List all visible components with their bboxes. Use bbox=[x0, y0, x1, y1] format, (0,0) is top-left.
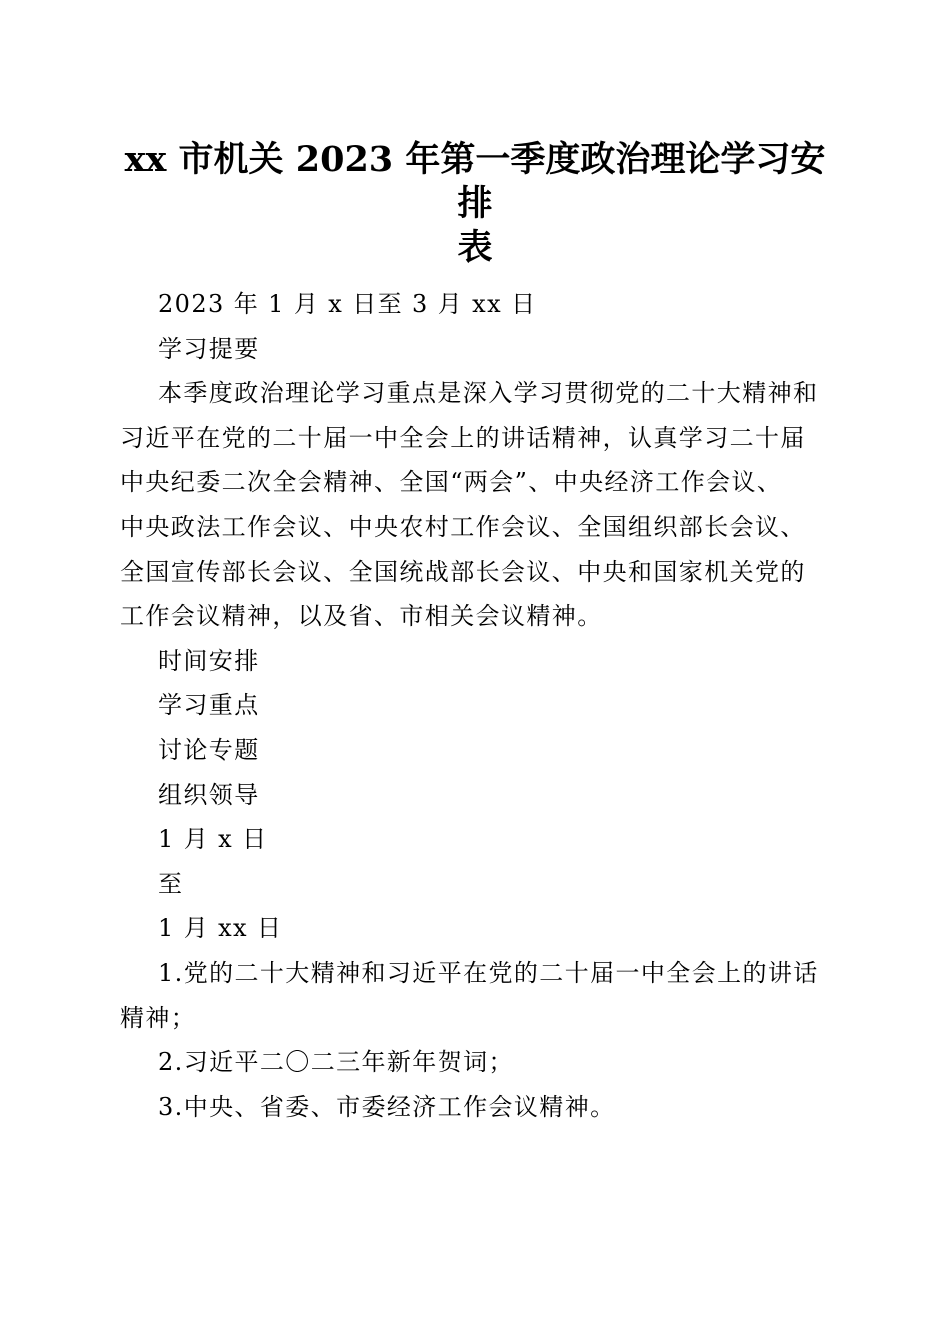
date-range: 2023 年 1 月 x 日至 3 月 xx 日 bbox=[158, 290, 537, 318]
period-start: 1 月 x 日 bbox=[158, 825, 268, 854]
list-item: 3.中央、省委、市委经济工作会议精神。 bbox=[158, 1092, 616, 1121]
summary-line: 本季度政治理论学习重点是深入学习贯彻党的二十大精神和 bbox=[158, 379, 819, 408]
section-heading-summary: 学习提要 bbox=[158, 334, 260, 363]
table-header-time: 时间安排 bbox=[158, 646, 260, 675]
summary-line: 全国宣传部长会议、全国统战部长会议、中央和国家机关党的 bbox=[120, 557, 806, 586]
summary-line: 工作会议精神，以及省、市相关会议精神。 bbox=[120, 602, 603, 631]
summary-line: 中央政法工作会议、中央农村工作会议、全国组织部长会议、 bbox=[120, 512, 806, 541]
document-body bbox=[120, 282, 825, 1129]
summary-line: 习近平在党的二十届一中全会上的讲话精神，认真学习二十届 bbox=[120, 423, 806, 452]
list-item-line: 精神； bbox=[120, 1003, 197, 1032]
title-line-2: 表 bbox=[457, 227, 493, 268]
summary-line: 中央纪委二次全会精神、全国“两会”、中央经济工作会议、 bbox=[120, 468, 783, 497]
table-header-topic: 讨论专题 bbox=[158, 735, 260, 764]
table-header-focus: 学习重点 bbox=[158, 691, 260, 720]
document-title bbox=[110, 138, 840, 270]
list-item bbox=[120, 951, 825, 1040]
list-item: 2.习近平二〇二三年新年贺词； bbox=[158, 1048, 514, 1077]
summary-paragraph bbox=[120, 371, 825, 639]
period-to: 至 bbox=[158, 869, 184, 898]
list-item-line: 1.党的二十大精神和习近平在党的二十届一中全会上的讲话 bbox=[158, 958, 819, 987]
period-end: 1 月 xx 日 bbox=[158, 914, 283, 943]
table-header-leader: 组织领导 bbox=[158, 780, 260, 809]
title-line-1: xx 市机关 2023 年第一季度政治理论学习安排 bbox=[124, 139, 826, 224]
